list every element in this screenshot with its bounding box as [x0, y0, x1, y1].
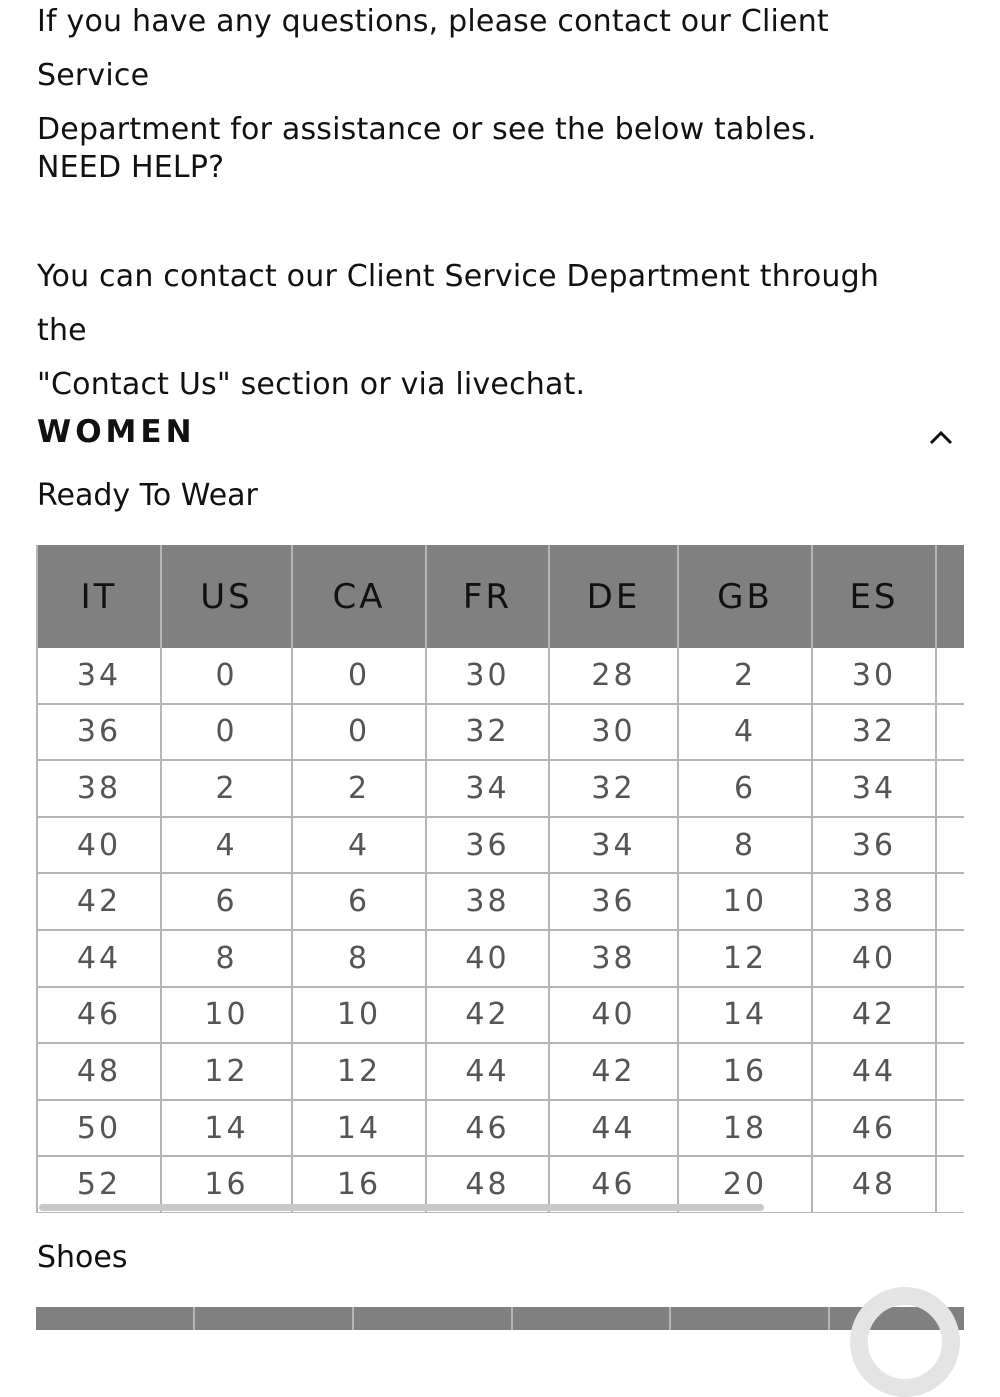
table-cell: [936, 817, 964, 874]
table-cell: 20: [678, 1156, 812, 1213]
table-cell: 36: [37, 704, 161, 761]
table-cell: 34: [426, 760, 549, 817]
table-cell: 40: [426, 930, 549, 987]
table-cell: 14: [678, 987, 812, 1044]
table-cell: 46: [549, 1156, 678, 1213]
column-header-us: US: [161, 545, 292, 648]
table-cell: 6: [161, 873, 292, 930]
table-cell: 36: [812, 817, 936, 874]
table-cell: 34: [37, 648, 161, 704]
shoes-column-divider: [511, 1307, 513, 1330]
table-cell: 42: [37, 873, 161, 930]
table-cell: 2: [292, 760, 426, 817]
table-cell: 32: [549, 760, 678, 817]
table-cell: 6: [678, 760, 812, 817]
table-cell: 16: [292, 1156, 426, 1213]
ready-to-wear-label: Ready To Wear: [37, 478, 258, 513]
table-cell: 12: [292, 1043, 426, 1100]
table-cell: 30: [426, 648, 549, 704]
column-header-de: DE: [549, 545, 678, 648]
women-section-heading[interactable]: WOMEN: [37, 414, 196, 450]
table-cell: 0: [292, 704, 426, 761]
ready-to-wear-size-table[interactable]: [36, 545, 964, 1213]
shoes-column-divider: [193, 1307, 195, 1330]
table-cell: 40: [37, 817, 161, 874]
intro-text: [37, 0, 937, 157]
need-help-heading: NEED HELP?: [37, 150, 225, 185]
table-row: [37, 760, 964, 817]
table-cell: 36: [426, 817, 549, 874]
column-header-gb: GB: [678, 545, 812, 648]
table-cell: 8: [161, 930, 292, 987]
table-cell: 8: [292, 930, 426, 987]
table-cell: 48: [426, 1156, 549, 1213]
table-cell: [936, 1100, 964, 1157]
table-cell: 38: [37, 760, 161, 817]
intro-line-2: Department for assistance or see the below tables.: [37, 112, 817, 147]
shoes-column-divider: [352, 1307, 354, 1330]
column-header-it: IT: [37, 545, 161, 648]
table-row: [37, 930, 964, 987]
table-row: [37, 1043, 964, 1100]
table-cell: 34: [549, 817, 678, 874]
table-cell: 12: [678, 930, 812, 987]
table-cell: 0: [161, 704, 292, 761]
table-cell: 10: [161, 987, 292, 1044]
table-cell: 12: [161, 1043, 292, 1100]
contact-line-2: "Contact Us" section or via livechat.: [37, 367, 586, 402]
table-cell: 32: [426, 704, 549, 761]
table-cell: 42: [426, 987, 549, 1044]
table-cell: 2: [161, 760, 292, 817]
table-cell: 16: [161, 1156, 292, 1213]
table-cell: 40: [549, 987, 678, 1044]
contact-text: [37, 250, 937, 412]
table-cell: 38: [549, 930, 678, 987]
table-cell: 40: [812, 930, 936, 987]
shoes-column-divider: [669, 1307, 671, 1330]
table-cell: 10: [292, 987, 426, 1044]
table-cell: 34: [812, 760, 936, 817]
table-cell: 28: [549, 648, 678, 704]
column-header-overflow: [936, 545, 964, 648]
table-header-row: [37, 545, 964, 648]
table-cell: [936, 648, 964, 704]
shoes-table-header: [36, 1307, 964, 1330]
column-header-fr: FR: [426, 545, 549, 648]
table-cell: 44: [426, 1043, 549, 1100]
table-cell: 38: [426, 873, 549, 930]
table-cell: 44: [37, 930, 161, 987]
table-cell: [936, 987, 964, 1044]
table-cell: 48: [812, 1156, 936, 1213]
table-cell: 30: [812, 648, 936, 704]
table-cell: [936, 760, 964, 817]
table-row: [37, 987, 964, 1044]
table-cell: 14: [292, 1100, 426, 1157]
table-row: [37, 817, 964, 874]
table-cell: 46: [812, 1100, 936, 1157]
table-cell: 0: [161, 648, 292, 704]
table-row: [37, 1100, 964, 1157]
table-cell: 2: [678, 648, 812, 704]
table-cell: 46: [426, 1100, 549, 1157]
table-cell: 18: [678, 1100, 812, 1157]
table-cell: [936, 704, 964, 761]
table-cell: 30: [549, 704, 678, 761]
table-horizontal-scrollbar[interactable]: [39, 1204, 764, 1211]
table-cell: 44: [812, 1043, 936, 1100]
loading-spinner-icon: [850, 1287, 960, 1397]
table-cell: 42: [549, 1043, 678, 1100]
table-cell: 4: [292, 817, 426, 874]
column-header-es: ES: [812, 545, 936, 648]
table-cell: 32: [812, 704, 936, 761]
table-cell: 44: [549, 1100, 678, 1157]
table-cell: 52: [37, 1156, 161, 1213]
contact-line-1: You can contact our Client Service Department through the: [37, 259, 880, 348]
table-row: [37, 648, 964, 704]
table-cell: 6: [292, 873, 426, 930]
chevron-up-icon[interactable]: [926, 422, 956, 452]
table-cell: 42: [812, 987, 936, 1044]
table-cell: 50: [37, 1100, 161, 1157]
table-cell: 46: [37, 987, 161, 1044]
table-cell: [936, 873, 964, 930]
column-header-ca: CA: [292, 545, 426, 648]
table-cell: 36: [549, 873, 678, 930]
table-cell: 4: [161, 817, 292, 874]
table-cell: 10: [678, 873, 812, 930]
intro-line-1: If you have any questions, please contact our Client Service: [37, 4, 829, 93]
table-cell: 4: [678, 704, 812, 761]
table-cell: [936, 930, 964, 987]
table-row: [37, 704, 964, 761]
table-row: [37, 873, 964, 930]
table-cell: 16: [678, 1043, 812, 1100]
table-cell: 0: [292, 648, 426, 704]
table-cell: [936, 1043, 964, 1100]
shoes-label: Shoes: [37, 1240, 128, 1275]
table-cell: 8: [678, 817, 812, 874]
table-cell: 38: [812, 873, 936, 930]
table-cell: [936, 1156, 964, 1213]
table-body: [37, 648, 964, 1213]
shoes-column-divider: [828, 1307, 830, 1330]
table-cell: 14: [161, 1100, 292, 1157]
table-cell: 48: [37, 1043, 161, 1100]
